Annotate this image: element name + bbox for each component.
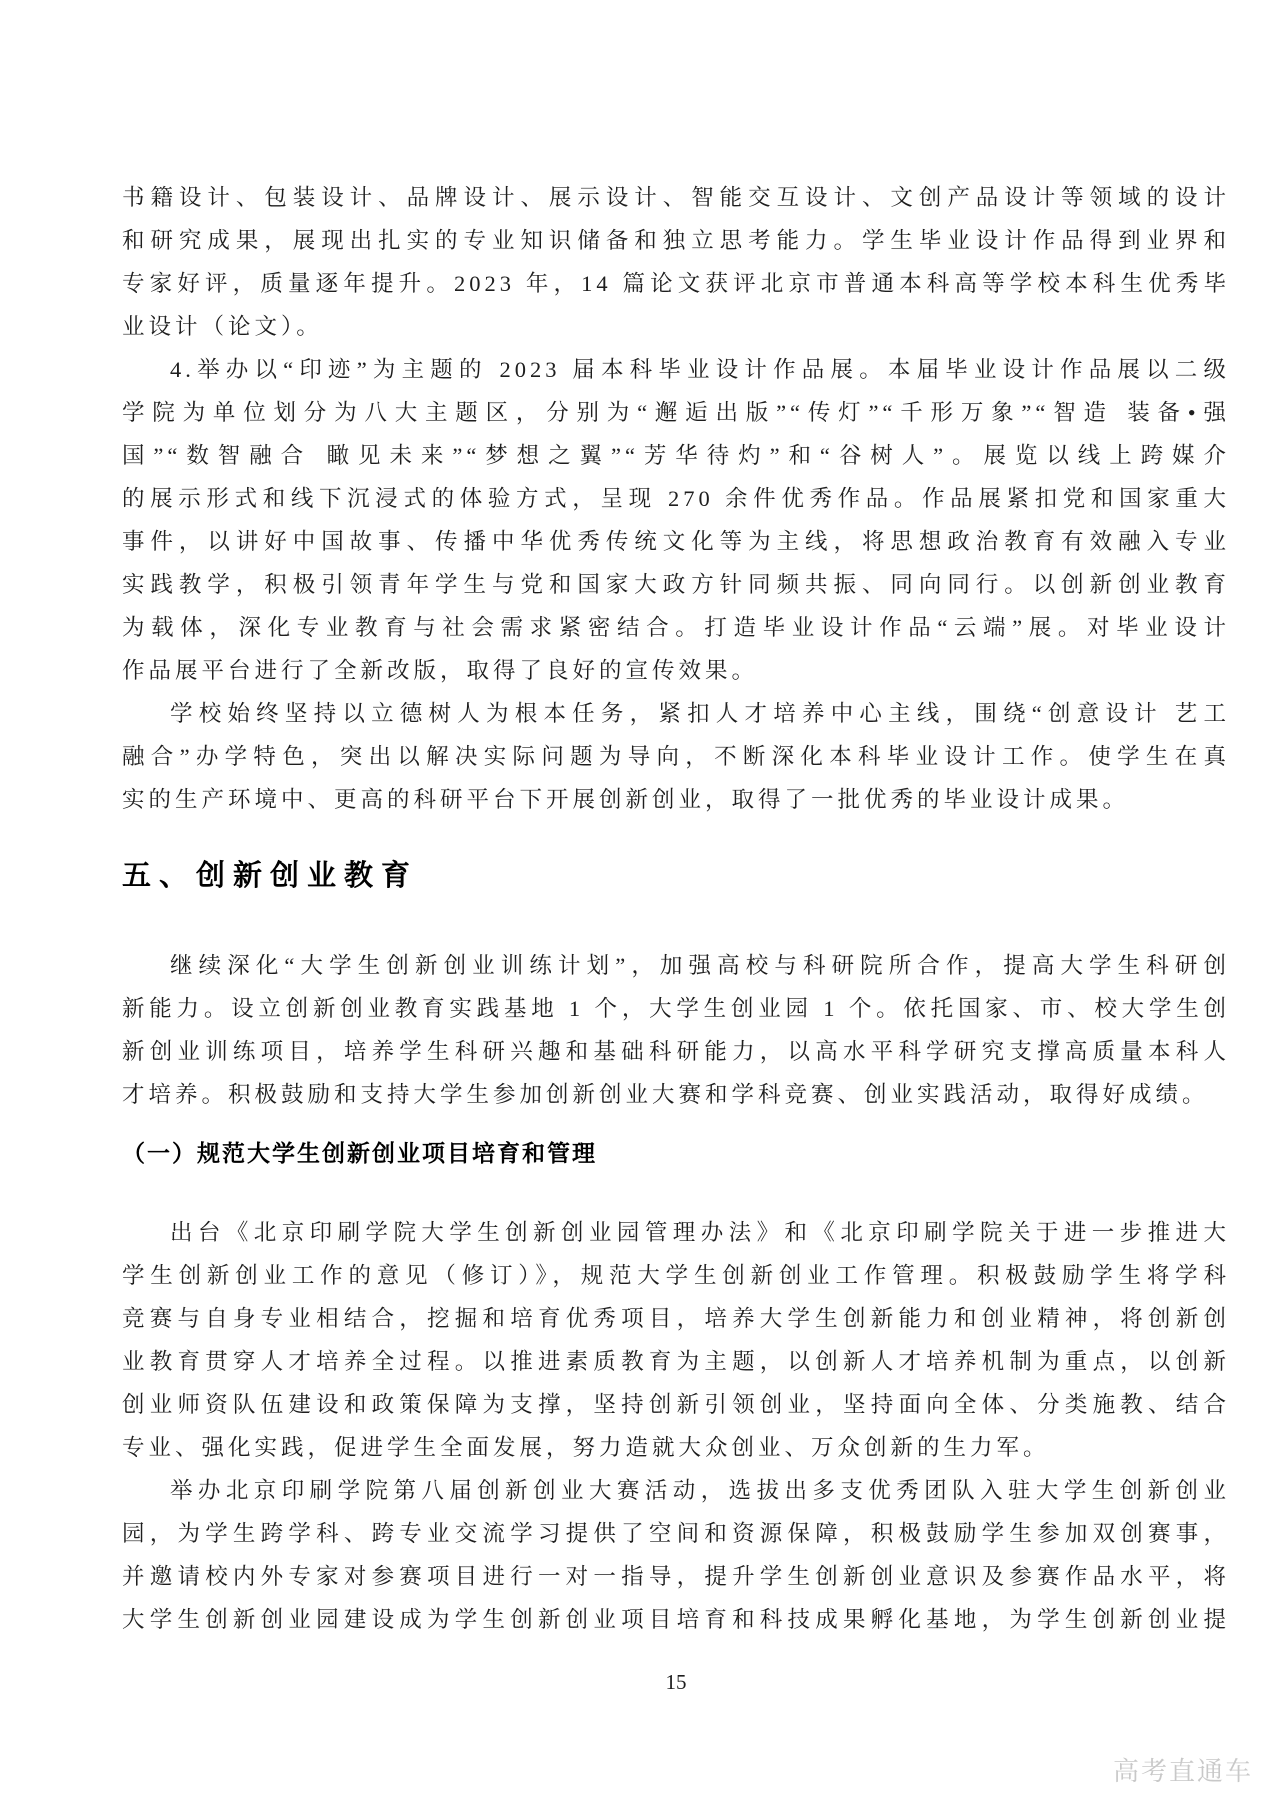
text-line: 的展示形式和线下沉浸式的体验方式，呈现 270 余件优秀作品。作品展紧扣党和国家重大 [122,486,1230,511]
paragraph-school-mission [122,692,1230,821]
text-line: 新创业训练项目，培养学生科研兴趣和基础科研能力，以高水平科学研究支撑高质量本科人 [122,1039,1230,1064]
paragraph-policy-documents [122,1211,1230,1469]
paragraph-training-program [122,944,1230,1116]
text-line: 业教育贯穿人才培养全过程。以推进素质教育为主题，以创新人才培养机制为重点，以创新 [122,1349,1230,1374]
text-line: 学生创新创业工作的意见（修订）》，规范大学生创新创业工作管理。积极鼓励学生将学科 [122,1263,1230,1288]
text-line: 园，为学生跨学科、跨专业交流学习提供了空间和资源保障，积极鼓励学生参加双创赛事， [122,1521,1230,1546]
text-line: 融合”办学特色，突出以解决实际问题为导向，不断深化本科毕业设计工作。使学生在真 [122,744,1230,769]
paragraph-graduation-design-results [122,176,1230,348]
text-line: 出台《北京印刷学院大学生创新创业园管理办法》和《北京印刷学院关于进一步推进大 [170,1220,1230,1245]
text-line: 事件，以讲好中国故事、传播中华优秀传统文化等为主线，将思想政治教育有效融入专业 [122,529,1230,554]
text-line: 新能力。设立创新创业教育实践基地 1 个，大学生创业园 1 个。依托国家、市、校大学生创 [122,996,1230,1021]
text-line: 举办北京印刷学院第八届创新创业大赛活动，选拔出多支优秀团队入驻大学生创新创业 [170,1478,1230,1503]
text-line: 实的生产环境中、更高的科研平台下开展创新创业，取得了一批优秀的毕业设计成果。 [122,787,1130,812]
text-line: 业设计（论文）。 [122,314,323,339]
paragraph-competition [122,1469,1230,1641]
paragraph-yinji-exhibition [122,348,1230,692]
document-page [122,176,1230,1704]
text-line: 4.举办以“印迹”为主题的 2023 届本科毕业设计作品展。本届毕业设计作品展以二级 [170,357,1230,382]
text-line: 为载体，深化专业教育与社会需求紧密结合。打造毕业设计作品“云端”展。对毕业设计 [122,615,1230,640]
text-line: 学院为单位划分为八大主题区，分别为“邂逅出版”“传灯”“千形万象”“智造 装备•强 [122,400,1230,425]
text-line: 专业、强化实践，促进学生全面发展，努力造就大众创业、万众创新的生力军。 [122,1435,1050,1460]
text-line: 创业师资队伍建设和政策保障为支撑，坚持创新引领创业，坚持面向全体、分类施教、结合 [122,1392,1230,1417]
watermark: 高考直通车 [1112,1756,1253,1786]
text-line: 作品展平台进行了全新改版，取得了良好的宣传效果。 [122,658,759,683]
text-line: 并邀请校内外专家对参赛项目进行一对一指导，提升学生创新创业意识及参赛作品水平，将 [122,1564,1230,1589]
text-line: 学校始终坚持以立德树人为根本任务，紧扣人才培养中心主线，围绕“创意设计 艺工 [170,701,1230,726]
text-line: 专家好评，质量逐年提升。2023 年，14 篇论文获评北京市普通本科高等学校本科生优秀毕 [122,271,1230,296]
text-line: 大学生创新创业园建设成为学生创新创业项目培育和科技成果孵化基地，为学生创新创业提 [122,1607,1230,1632]
page-number: 15 [665,1670,687,1694]
section-heading-innovation-entrepreneurship: 五、创新创业教育 [122,860,419,892]
text-line: 才培养。积极鼓励和支持大学生参加创新创业大赛和学科竞赛、创业实践活动，取得好成绩。 [122,1082,1209,1107]
text-line: 实践教学，积极引领青年学生与党和国家大政方针同频共振、同向同行。以创新创业教育 [122,572,1230,597]
text-line: 和研究成果，展现出扎实的专业知识储备和独立思考能力。学生毕业设计作品得到业界和 [122,228,1230,253]
subsection-heading-project-management: （一）规范大学生创新创业项目培育和管理 [122,1140,597,1166]
text-line: 继续深化“大学生创新创业训练计划”，加强高校与科研院所合作，提高大学生科研创 [170,953,1230,978]
text-line: 国”“数智融合 瞰见未来”“梦想之翼”“芳华待灼”和“谷树人”。展览以线上跨媒介 [122,443,1230,468]
text-line: 书籍设计、包装设计、品牌设计、展示设计、智能交互设计、文创产品设计等领域的设计 [122,185,1230,210]
text-line: 竞赛与自身专业相结合，挖掘和培育优秀项目，培养大学生创新能力和创业精神，将创新创 [122,1306,1230,1331]
